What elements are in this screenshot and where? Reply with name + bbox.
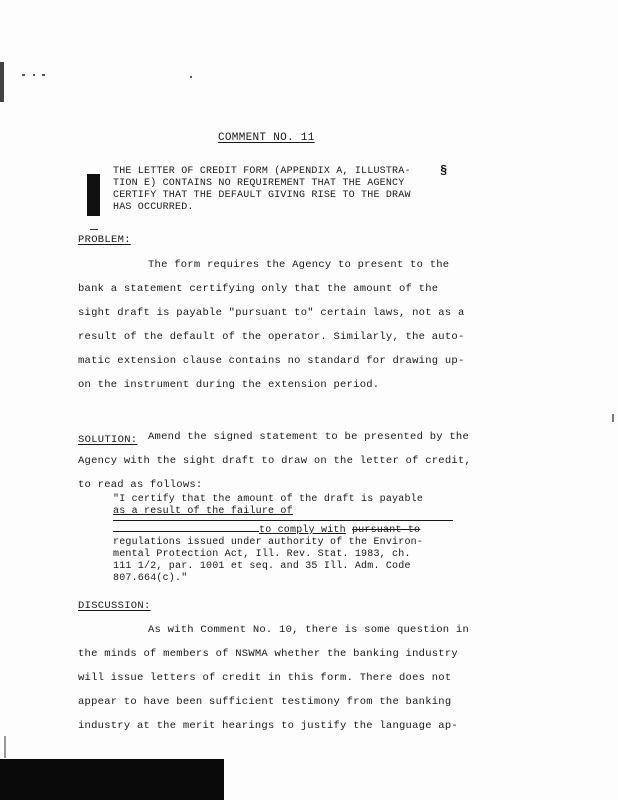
- scan-edge-mark: [0, 62, 4, 102]
- scan-speck: [190, 76, 192, 78]
- solution-label: SOLUTION:: [78, 434, 138, 446]
- issue-line: TION E) CONTAINS NO REQUIREMENT THAT THE AGENCY: [113, 178, 405, 189]
- solution-line: Agency with the sight draft to draw on the letter of credit,: [78, 455, 472, 467]
- issue-line: CERTIFY THAT THE DEFAULT GIVING RISE TO THE DRAW: [113, 190, 411, 201]
- discussion-line: will issue letters of credit in this form. There does not: [78, 672, 452, 684]
- problem-line: matic extension clause contains no standard for drawing up-: [78, 355, 465, 367]
- problem-line: on the instrument during the extension period.: [78, 379, 380, 391]
- problem-line: The form requires the Agency to present to the: [148, 259, 450, 271]
- quote-blank: [113, 521, 259, 532]
- discussion-paragraph: [78, 623, 498, 743]
- issue-line: THE LETTER OF CREDIT FORM (APPENDIX A, ILLUSTRA-: [113, 166, 411, 177]
- problem-line: sight draft is payable "pursuant to" certain laws, not as a: [78, 307, 465, 319]
- scan-speck: [33, 74, 35, 76]
- problem-label: PROBLEM:: [78, 234, 131, 246]
- problem-paragraph: [78, 258, 498, 402]
- scan-speck: [612, 414, 614, 422]
- quote-struck-text: pursuant to: [352, 525, 421, 536]
- comment-heading: COMMENT NO. 11: [218, 132, 315, 144]
- discussion-line: industry at the merit hearings to justify the language ap-: [78, 720, 458, 732]
- quote-amended-line: [113, 521, 473, 537]
- proposed-statement-quote: [113, 494, 473, 585]
- quote-line-underlined: as a result of the failure of: [113, 506, 293, 517]
- problem-line: bank a statement certifying only that the amount of the: [78, 283, 439, 295]
- discussion-line: As with Comment No. 10, there is some question in: [148, 624, 470, 636]
- scan-speck: [22, 74, 25, 76]
- solution-line: to read as follows:: [78, 479, 203, 491]
- discussion-line: the minds of members of NSWMA whether the banking industry: [78, 648, 458, 660]
- quote-line: "I certify that the amount of the draft is payable: [113, 494, 424, 505]
- quote-line: 807.664(c).": [113, 573, 188, 584]
- margin-marker: §: [440, 164, 448, 178]
- scan-speck: [42, 74, 45, 76]
- issue-line: HAS OCCURRED.: [113, 202, 194, 213]
- scan-black-block: [0, 759, 224, 800]
- margin-dash: [90, 229, 98, 230]
- solution-line: Amend the signed statement to be presented by the: [148, 431, 470, 443]
- discussion-label: DISCUSSION:: [78, 600, 151, 612]
- scan-speck: [4, 736, 6, 758]
- quote-line: 111 1/2, par. 1001 et seq. and 35 Ill. Adm. Code: [113, 561, 411, 572]
- solution-paragraph: [78, 430, 498, 502]
- problem-line: result of the default of the operator. Similarly, the auto-: [78, 331, 465, 343]
- issue-statement: [113, 166, 453, 214]
- margin-change-bar: [87, 174, 100, 216]
- discussion-line: appear to have been sufficient testimony from the banking: [78, 696, 452, 708]
- quote-line: mental Protection Act, Ill. Rev. Stat. 1983, ch.: [113, 549, 411, 560]
- quote-line: regulations issued under authority of the Environ-: [113, 537, 424, 548]
- quote-inserted-text: to comply with: [259, 525, 346, 536]
